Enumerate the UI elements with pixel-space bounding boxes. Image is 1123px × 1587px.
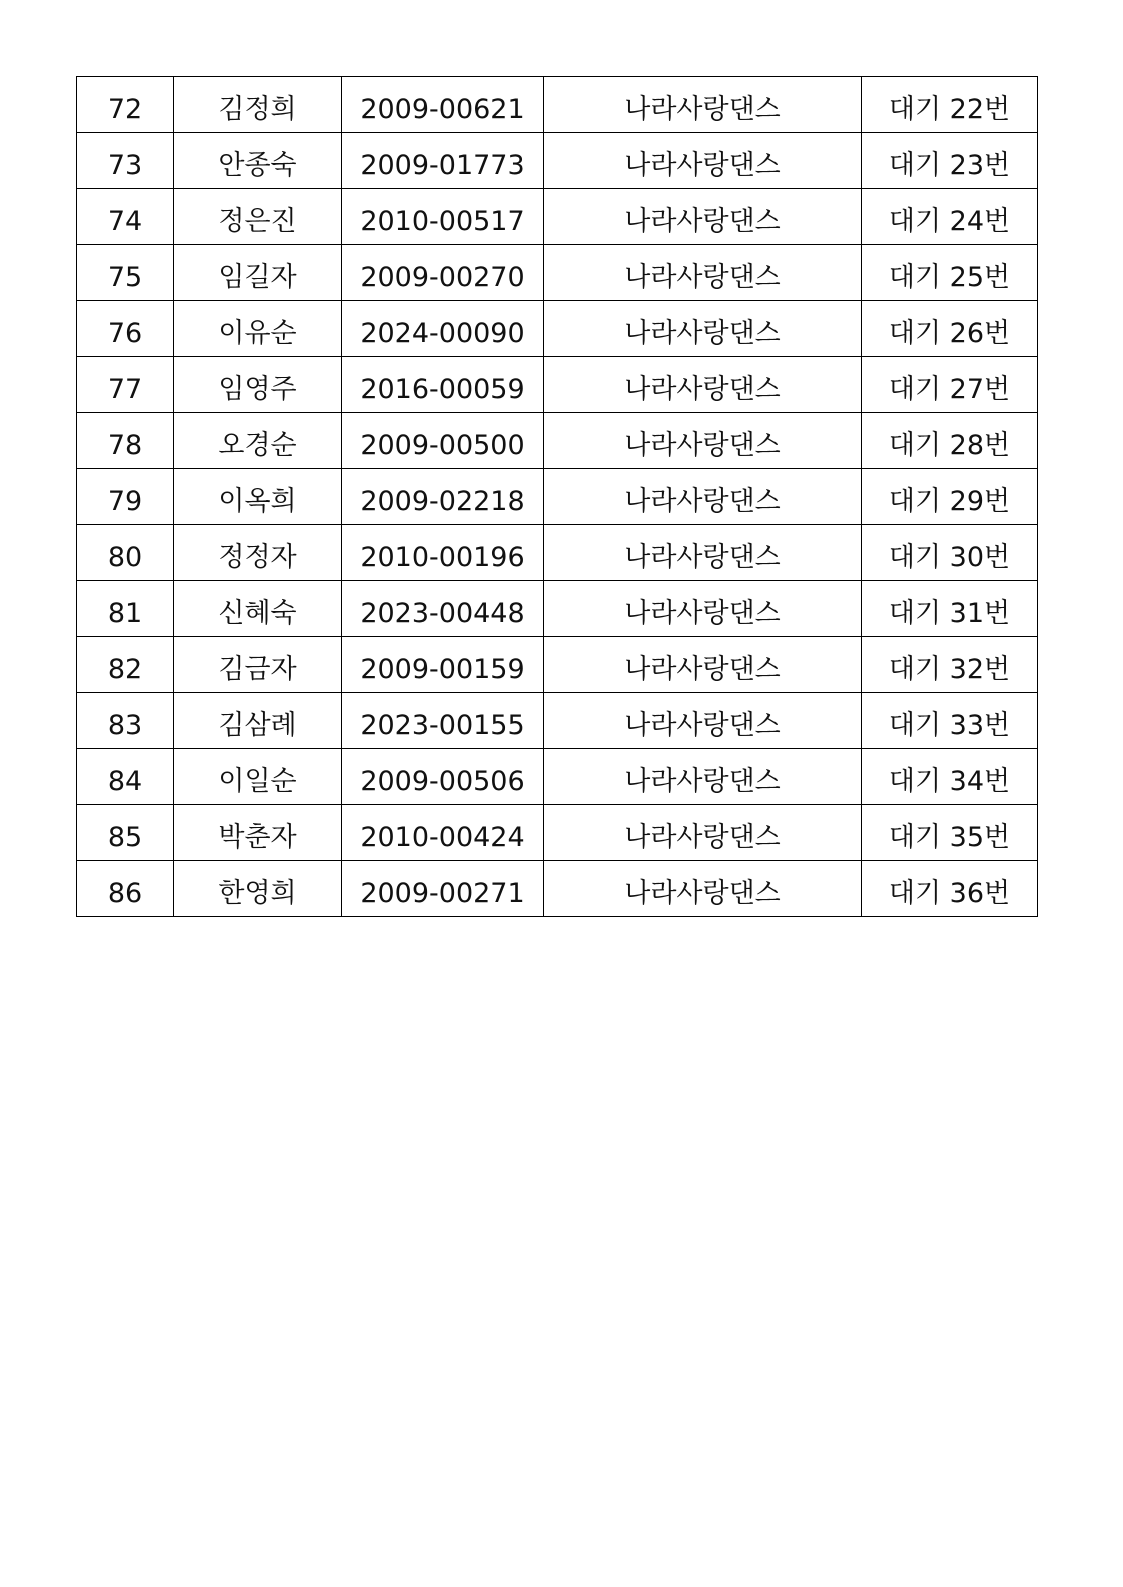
member-name: 김삼례 [218,710,297,741]
table-row [77,357,1038,413]
program-name: 나라사랑댄스 [624,766,781,797]
program-name: 나라사랑댄스 [624,206,781,237]
row-number-cell [77,805,174,861]
status-cell [862,525,1038,581]
member-id: 2010-00424 [360,822,525,853]
waitlist-status: 대기 33번 [888,710,1011,741]
waitlist-status: 대기 23번 [888,150,1011,181]
status-cell [862,357,1038,413]
member-id: 2009-00270 [360,262,525,293]
program-cell [544,133,862,189]
status-cell [862,189,1038,245]
table-row [77,413,1038,469]
status-cell [862,413,1038,469]
waitlist-status: 대기 29번 [888,486,1011,517]
row-number: 83 [107,710,143,741]
table-row [77,637,1038,693]
waitlist-status: 대기 36번 [888,878,1011,909]
member-id: 2009-00271 [360,878,525,909]
member-name: 정은진 [218,206,297,237]
program-cell [544,861,862,917]
member-name-cell [174,637,342,693]
program-name: 나라사랑댄스 [624,486,781,517]
member-id-cell [342,749,544,805]
row-number: 81 [107,598,143,629]
waitlist-status: 대기 30번 [888,542,1011,573]
table-row [77,805,1038,861]
program-cell [544,189,862,245]
member-id-cell [342,469,544,525]
table-row [77,525,1038,581]
member-id-cell [342,637,544,693]
program-cell [544,525,862,581]
status-cell [862,637,1038,693]
member-name: 임길자 [218,262,297,293]
program-cell [544,749,862,805]
waitlist-status: 대기 22번 [888,94,1011,125]
row-number: 73 [107,150,143,181]
table-row [77,861,1038,917]
row-number: 79 [107,486,143,517]
waitlist-status: 대기 31번 [888,598,1011,629]
program-name: 나라사랑댄스 [624,654,781,685]
program-cell [544,77,862,133]
row-number-cell [77,749,174,805]
program-name: 나라사랑댄스 [624,374,781,405]
member-name-cell [174,77,342,133]
member-name-cell [174,581,342,637]
member-id: 2010-00196 [360,542,525,573]
row-number-cell [77,245,174,301]
row-number-cell [77,77,174,133]
table-row [77,693,1038,749]
row-number: 85 [107,822,143,853]
member-id-cell [342,413,544,469]
program-cell [544,469,862,525]
member-name: 김정희 [218,94,297,125]
program-name: 나라사랑댄스 [624,878,781,909]
member-id: 2023-00448 [360,598,525,629]
table-row [77,245,1038,301]
row-number: 74 [107,206,143,237]
member-name-cell [174,245,342,301]
waitlist-status: 대기 24번 [888,206,1011,237]
row-number-cell [77,301,174,357]
member-id: 2009-00506 [360,766,525,797]
member-name: 이일순 [218,766,297,797]
program-cell [544,637,862,693]
member-id-cell [342,693,544,749]
waitlist-status: 대기 26번 [888,318,1011,349]
member-name: 오경순 [218,430,297,461]
program-cell [544,581,862,637]
member-id-cell [342,189,544,245]
member-name: 안종숙 [218,150,297,181]
program-name: 나라사랑댄스 [624,318,781,349]
status-cell [862,77,1038,133]
program-cell [544,693,862,749]
waitlist-status: 대기 35번 [888,822,1011,853]
row-number-cell [77,693,174,749]
row-number-cell [77,189,174,245]
member-name: 정정자 [218,542,297,573]
table-row [77,133,1038,189]
member-name-cell [174,413,342,469]
program-name: 나라사랑댄스 [624,94,781,125]
status-cell [862,749,1038,805]
member-name-cell [174,133,342,189]
member-id: 2009-01773 [360,150,525,181]
table-row [77,301,1038,357]
table-row [77,77,1038,133]
status-cell [862,805,1038,861]
row-number-cell [77,413,174,469]
row-number: 84 [107,766,143,797]
program-cell [544,805,862,861]
row-number: 78 [107,430,143,461]
program-cell [544,357,862,413]
member-name-cell [174,749,342,805]
member-id: 2010-00517 [360,206,525,237]
member-name: 임영주 [218,374,297,405]
row-number-cell [77,133,174,189]
member-name-cell [174,861,342,917]
program-name: 나라사랑댄스 [624,822,781,853]
member-name-cell [174,525,342,581]
status-cell [862,301,1038,357]
member-id-cell [342,245,544,301]
member-name-cell [174,301,342,357]
member-name-cell [174,469,342,525]
row-number-cell [77,469,174,525]
member-name-cell [174,805,342,861]
row-number: 86 [107,878,143,909]
row-number-cell [77,525,174,581]
member-name: 이옥희 [218,486,297,517]
status-cell [862,469,1038,525]
row-number-cell [77,581,174,637]
row-number: 72 [107,94,143,125]
program-name: 나라사랑댄스 [624,262,781,293]
member-id-cell [342,525,544,581]
waitlist-status: 대기 34번 [888,766,1011,797]
member-id: 2024-00090 [360,318,525,349]
status-cell [862,581,1038,637]
row-number-cell [77,637,174,693]
row-number: 80 [107,542,143,573]
member-id: 2009-00500 [360,430,525,461]
table-row [77,749,1038,805]
member-id-cell [342,805,544,861]
member-id-cell [342,77,544,133]
member-id-cell [342,133,544,189]
waitlist-status: 대기 32번 [888,654,1011,685]
program-cell [544,245,862,301]
program-cell [544,413,862,469]
waitlist-status: 대기 28번 [888,430,1011,461]
member-id: 2023-00155 [360,710,525,741]
waitlist-table [76,76,1038,917]
row-number: 75 [107,262,143,293]
row-number-cell [77,357,174,413]
member-id: 2016-00059 [360,374,525,405]
member-name: 이유순 [218,318,297,349]
program-name: 나라사랑댄스 [624,598,781,629]
member-name: 신혜숙 [218,598,297,629]
waitlist-status: 대기 25번 [888,262,1011,293]
member-id: 2009-00159 [360,654,525,685]
status-cell [862,861,1038,917]
member-name: 김금자 [218,654,297,685]
row-number: 76 [107,318,143,349]
member-id-cell [342,357,544,413]
member-name: 박춘자 [218,822,297,853]
member-name: 한영희 [218,878,297,909]
program-name: 나라사랑댄스 [624,150,781,181]
waitlist-status: 대기 27번 [888,374,1011,405]
program-name: 나라사랑댄스 [624,430,781,461]
status-cell [862,693,1038,749]
member-id: 2009-00621 [360,94,525,125]
table-row [77,581,1038,637]
table-row [77,469,1038,525]
member-name-cell [174,189,342,245]
row-number: 82 [107,654,143,685]
program-cell [544,301,862,357]
member-name-cell [174,693,342,749]
status-cell [862,133,1038,189]
member-id: 2009-02218 [360,486,525,517]
row-number-cell [77,861,174,917]
row-number: 77 [107,374,143,405]
member-name-cell [174,357,342,413]
program-name: 나라사랑댄스 [624,710,781,741]
member-id-cell [342,861,544,917]
program-name: 나라사랑댄스 [624,542,781,573]
member-id-cell [342,581,544,637]
waitlist-table-body [77,77,1038,917]
table-row [77,189,1038,245]
member-id-cell [342,301,544,357]
status-cell [862,245,1038,301]
